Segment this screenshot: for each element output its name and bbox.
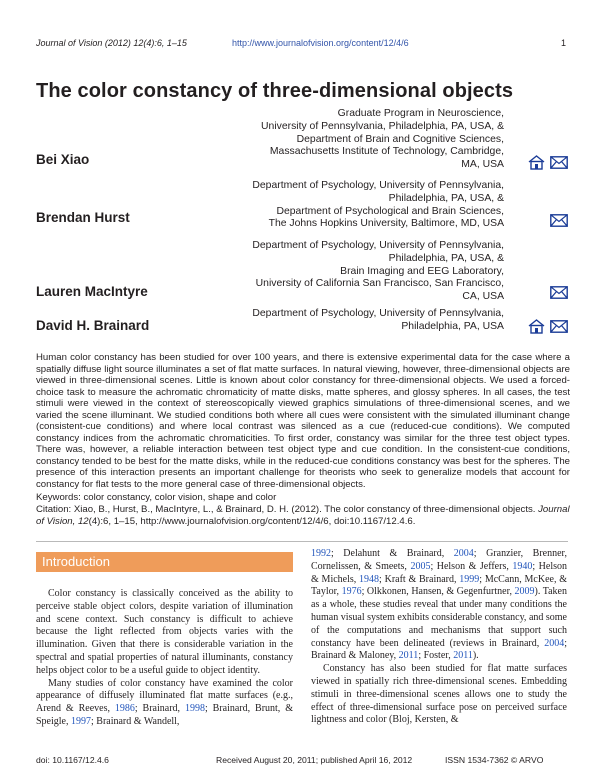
citation: [36, 504, 570, 527]
author-name-macintyre: Lauren MacIntyre: [36, 284, 148, 299]
reference-link[interactable]: 1998: [184, 703, 205, 715]
affiliation-line: Graduate Program in Neuroscience,: [337, 108, 504, 119]
paragraph: Color constancy is classically conceived as the ability to perceive stable object colors, despite variation of illumination and scene context. Such constancy is difficult to achieve because the light reflected from objects varies with the illumination. Given that there is considerable variation in the spectral and spatial properties of natural illuminants, constancy helps object color to be a useful guide to object identity.: [36, 588, 293, 676]
author-name-brainard: David H. Brainard: [36, 318, 150, 333]
email-icon[interactable]: [550, 156, 568, 169]
affiliation-macintyre: [184, 240, 504, 304]
home-icon[interactable]: [528, 155, 545, 170]
paragraph: Constancy has also been studied for flat matte surfaces viewed in spatially rich three-dimensional scenes. Embedding stimuli in three-dimensional scenes allows one to study the effect of three-dimensional surface pose on perceived surface lightness and color (Bloj, Kersten, &: [311, 663, 567, 726]
paper-title: The color constancy of three-dimensional objects: [36, 80, 514, 102]
affiliation-line: Department of Psychology, University of Pennsylvania,: [252, 180, 504, 191]
affiliation-line: University of Pennsylvania, Philadelphia, PA, USA, &: [261, 120, 504, 132]
author-icons-hurst: [520, 212, 568, 228]
affiliation-line: Department of Brain and Cognitive Sciences,: [296, 133, 504, 145]
author-icons-macintyre: [520, 284, 568, 300]
affiliation-line: Brain Imaging and EEG Laboratory,: [340, 265, 504, 277]
citation-rest: (4):6, 1–15, http://www.journalofvision.org/content/12/4/6, doi:10.1167/12.4.6.: [88, 515, 416, 527]
reference-link[interactable]: 1948: [359, 573, 380, 585]
reference-link[interactable]: 1992: [311, 548, 331, 559]
email-icon[interactable]: [550, 320, 568, 333]
reference-link[interactable]: 1976: [341, 586, 362, 598]
affiliation-line: Department of Psychology, University of Pennsylvania,: [252, 308, 504, 319]
affiliation-brainard: [184, 308, 504, 334]
reference-link[interactable]: 2011: [398, 650, 419, 662]
keywords: Keywords: color constancy, color vision, shape and color: [36, 492, 277, 503]
reference-link[interactable]: 2004: [544, 637, 565, 649]
affiliation-line: CA, USA: [462, 291, 504, 303]
affiliation-line: Department of Psychology, University of Pennsylvania,: [252, 240, 504, 251]
citation-volume: 12: [77, 515, 89, 527]
reference-link[interactable]: 2005: [410, 560, 431, 572]
author-icons-brainard: [520, 318, 568, 334]
section-divider: [36, 541, 568, 542]
email-icon[interactable]: [550, 214, 568, 227]
page-number: 1: [561, 38, 567, 48]
affiliation-line: Philadelphia, PA, USA: [401, 320, 504, 332]
reference-link[interactable]: 1999: [459, 573, 480, 585]
affiliation-hurst: [184, 180, 504, 231]
citation-journal: Journal of Vision,: [36, 504, 570, 527]
citation-text: Citation: Xiao, B., Hurst, B., MacIntyre, L., & Brainard, D. H. (2012). The color constancy of three-dimensional objects.: [36, 504, 536, 515]
footer-doi: doi: 10.1167/12.4.6: [36, 755, 109, 765]
affiliation-line: The Johns Hopkins University, Baltimore, MD, USA: [268, 218, 504, 230]
affiliation-line: University of California San Francisco, San Francisco,: [255, 278, 504, 290]
body-column-left: [36, 588, 293, 729]
reference-link[interactable]: 1997: [71, 715, 91, 727]
article-url-link[interactable]: http://www.journalofvision.org/content/12/4/6: [232, 38, 409, 48]
affiliation-line: Department of Psychological and Brain Sciences,: [276, 205, 504, 217]
section-heading-bar: [36, 552, 293, 572]
journal-reference: Journal of Vision (2012) 12(4):6, 1–15: [36, 38, 187, 48]
footer-issn: ISSN 1534-7362 © ARVO: [445, 755, 544, 765]
author-icons-xiao: [520, 154, 568, 170]
author-name-hurst: Brendan Hurst: [36, 210, 130, 225]
paragraph: Many studies of color constancy have examined the color appearance of diffusely illuminated flat matte surfaces (e.g., Arend & Reeves, 1986; Brainard, 1998; Brainard, Brunt, & Speigle, 1997; Brainard & Wandell,: [36, 677, 293, 727]
footer-dates: Received August 20, 2011; published April 16, 2012: [216, 755, 413, 765]
affiliation-line: Philadelphia, PA, USA, &: [388, 252, 504, 264]
affiliation-line: MA, USA: [461, 159, 504, 171]
paragraph: 1992; Delahunt & Brainard, 2004; Granzier, Brenner, Cornelissen, & Smeets, 2005; Helson & Jeffers, 1940; Helson & Michels, 1948; Kraft & Brainard, 1999; McCann, McKee, & Taylor, 1976; Olkkonen, Hansen, & Gegenfurtner, 2009). Taken as a whole, these studies reveal that under many conditions the human visual system exhibits considerable constancy, and some of the computations and mechanisms that support such constancy have been delineated (reviews in Brainard, 2004; Brainard & Maloney, 2011; Foster, 2011).: [311, 548, 568, 662]
reference-link[interactable]: 1986: [114, 703, 135, 715]
reference-link[interactable]: 2004: [453, 548, 474, 559]
affiliation-line: Massachusetts Institute of Technology, Cambridge,: [269, 146, 504, 158]
email-icon[interactable]: [550, 286, 568, 299]
abstract: Human color constancy has been studied for over 100 years, and there is extensive experimental data for the case where a spatially diffuse light source illuminates a set of flat matte surfaces. In natural viewing, however, three-dimensional objects are viewed in three-dimensional scenes. Little is known about color constancy for three-dimensional objects. We used a forced-choice task to measure the achromatic chromaticity of matte disks, matte spheres, and glossy spheres. In all cases, the test stimuli were viewed in the context of stereoscopically viewed graphics simulations of three-dimensional scenes, and we varied the scene illuminant. We studied conditions both where all cues were consistent with the simulated illuminant change (consistent-cue conditions) and where local contrast was silenced as a cue (reduced-cue conditions). We computed constancy indices from the achromatic chromaticities. To first order, constancy was similar for the three test object types. There was, however, a reliable interaction between test object type and cue condition. In the consistent-cue conditions, constancy tended to be best for the matte disks, while in the reduced-cue conditions constancy was best for the spheres. The presence of this interaction presents an important challenge for theorists who seek to generalize models that account for constancy for flat tests to the more general case of three-dimensional objects.: [36, 352, 570, 490]
home-icon[interactable]: [528, 319, 545, 334]
reference-link[interactable]: 2009: [514, 586, 535, 598]
affiliation-xiao: [184, 108, 504, 172]
affiliation-line: Philadelphia, PA, USA, &: [388, 192, 504, 204]
reference-link[interactable]: 1940: [512, 560, 533, 572]
body-column-right: [311, 548, 567, 727]
reference-link[interactable]: 2011: [453, 650, 473, 662]
author-name-xiao: Bei Xiao: [36, 152, 90, 167]
section-heading-introduction: Introduction: [42, 554, 110, 569]
